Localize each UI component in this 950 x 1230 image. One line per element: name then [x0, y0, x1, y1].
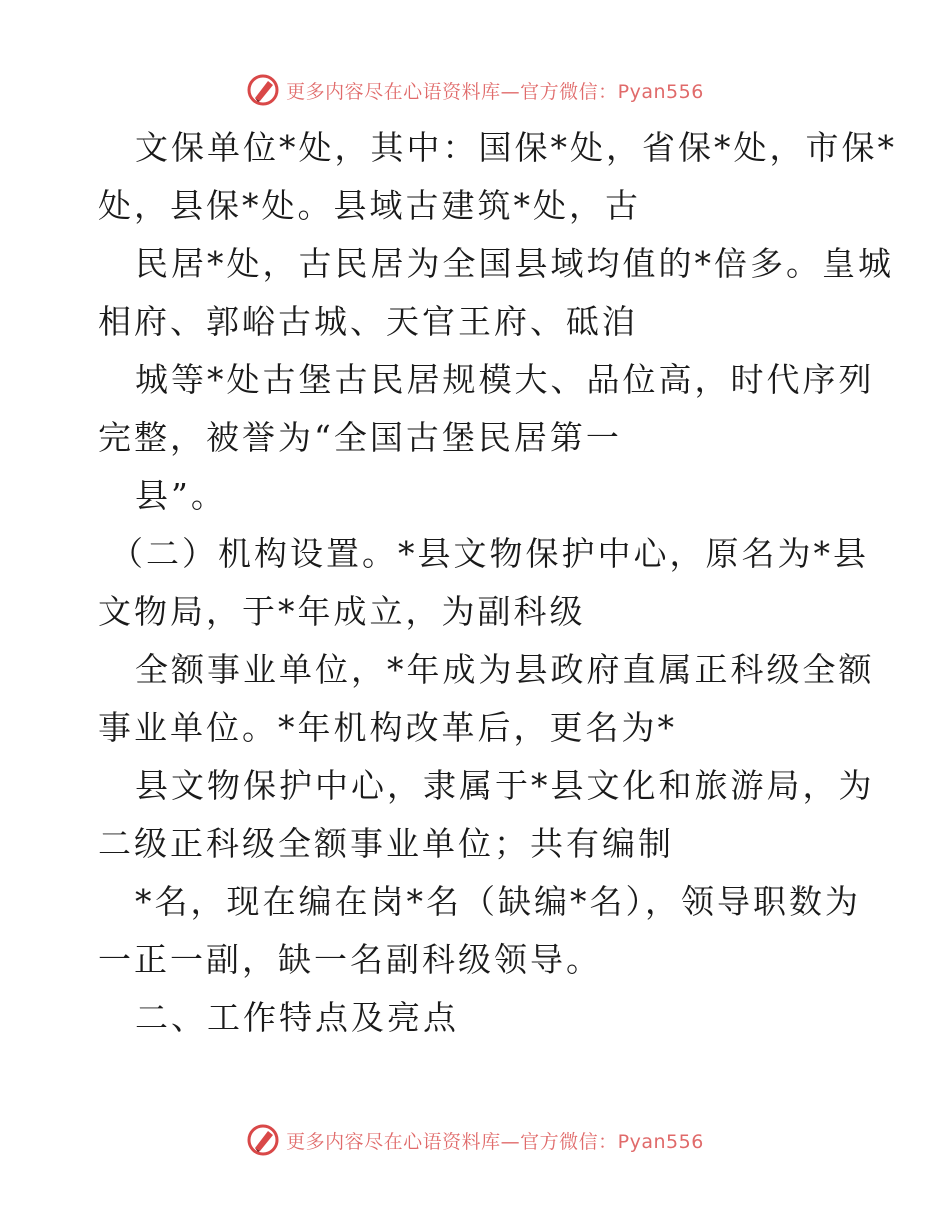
pen-logo-icon [246, 1123, 280, 1157]
body-line: 处，县保*处。县域古建筑*处，古 [98, 186, 641, 225]
body-line: 事业单位。*年机构改革后，更名为* [98, 708, 677, 747]
body-line: 文物局，于*年成立，为副科级 [98, 592, 586, 631]
body-line: 全额事业单位，*年成为县政府直属正科级全额 [135, 650, 875, 689]
pen-logo-icon [246, 73, 280, 107]
body-line: 县文物保护中心，隶属于*县文化和旅游局，为 [135, 766, 875, 805]
watermark-text: 更多内容尽在心语资料库—官方微信：Pyan556 [286, 80, 704, 103]
watermark-text: 更多内容尽在心语资料库—官方微信：Pyan556 [286, 1130, 704, 1153]
body-line: 文保单位*处，其中：国保*处，省保*处，市保* [135, 128, 897, 167]
body-line: *名，现在编在岗*名（缺编*名），领导职数为 [135, 882, 861, 921]
body-line: 民居*处，古民居为全国县域均值的*倍多。皇城 [135, 244, 894, 283]
body-line: 完整，被誉为“全国古堡民居第一 [98, 418, 622, 457]
section-heading-line: （二）机构设置。*县文物保护中心，原名为*县 [110, 534, 869, 573]
body-line: 相府、郭峪古城、天官王府、砥洎 [98, 302, 638, 341]
body-line: 县”。 [135, 476, 227, 515]
section-heading: 二、工作特点及亮点 [135, 998, 459, 1037]
footer-watermark [0, 1120, 950, 1160]
body-line: 二级正科级全额事业单位；共有编制 [98, 824, 674, 863]
header-watermark [0, 70, 950, 110]
body-line: 一正一副，缺一名副科级领导。 [98, 940, 602, 979]
body-line: 城等*处古堡古民居规模大、品位高，时代序列 [135, 360, 875, 399]
